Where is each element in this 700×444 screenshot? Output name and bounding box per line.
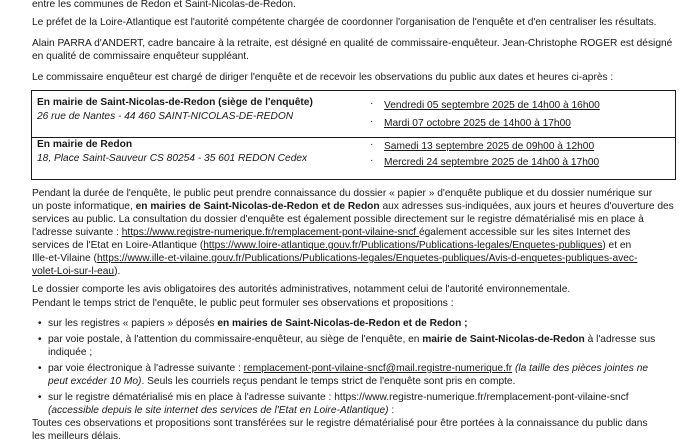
- mairies-bold: en mairies de Saint-Nicolas-de-Redon et de Redon ;: [217, 318, 468, 329]
- obs-bullet-dematerialise: sur le registre dématérialisé mis en place à l'adresse suivante : https://www.registre-numerique.fr/remplacement-pont-vilaine-sncf: [48, 392, 629, 403]
- text-run: (accessible depuis le site internet des services de l'État en Loire-Atlantique): [48, 405, 389, 416]
- ille-et-vilaine-link[interactable]: https://www.ille-et-vilaine.gouv.fr/Publications/Publications-legales/Enquetes-publiques/Avis-d-enquetes-publiques-avec-: [96, 253, 638, 264]
- text-run: ) et en: [602, 240, 632, 251]
- permanence-slot: Samedi 13 septembre 2025 de 09h00 à 12h00: [384, 141, 595, 152]
- transfer-line-2: les meilleurs délais.: [32, 431, 121, 442]
- mairies-bold: en mairies de Saint-Nicolas-de-Redon et de Redon: [135, 201, 380, 212]
- permanence-address: 26 rue de Nantes - 44 460 SAINT-NICOLAS-DE-REDON: [37, 111, 294, 122]
- permanence-address: 18, Place Saint-Sauveur CS 80254 - 35 601 REDON Cedex: [37, 153, 308, 164]
- consult-line-5: [32, 240, 692, 253]
- bullet-dot: •: [38, 392, 42, 403]
- observations-intro: Pendant le temps strict de l'enquête, le public peut formuler ses observations et propositions :: [32, 298, 454, 309]
- registre-link[interactable]: https://www.registre-numerique.fr/remplacement-pont-vilaine-sncf: [121, 227, 419, 238]
- permanence-row-saint-nicolas: [31, 90, 676, 140]
- obs-bullet-registres: [48, 318, 700, 331]
- consult-line-3: services au public. La consultation du dossier d'enquête est également possible directement sur le registre dématérialisé mis en place à: [32, 214, 644, 225]
- prefet-paragraph: Le préfet de la Loire-Atlantique est l'autorité compétente chargée de coordonner l'organisation de l'enquête et d'en centraliser les résultats.: [32, 17, 657, 28]
- text-run: . Seuls les courriels reçus pendant le temps strict de l'enquête sont pris en compte.: [141, 376, 516, 387]
- text-run: l'adresse suivante :: [32, 227, 122, 238]
- bullet-dot: •: [38, 363, 42, 374]
- commissaire-line-1: Alain PARRA d'ANDERT, cadre bancaire à la retraite, est désigné en qualité de commissaire-enquêteur. Jean-Christophe ROGER est désigné: [32, 38, 673, 49]
- permanence-place: En mairie de Redon: [37, 139, 133, 150]
- obs-bullet-postale: [48, 334, 700, 347]
- bullet-dot: ·: [370, 139, 374, 150]
- commissaire-line-2: en qualité de commissaire enquêteur suppléant.: [32, 51, 249, 62]
- text-run: par voie postale, à l'attention du commissaire-enquêteur, au siège de l'enquête, en: [48, 334, 423, 345]
- avis-paragraph: Le dossier comporte les avis obligatoires des autorités administratives, notamment celui de l'autorité environnementale.: [32, 284, 571, 295]
- obs-bullet-electronique-cont: [48, 376, 700, 389]
- bullet-dot: ·: [370, 116, 374, 127]
- consult-line-6: [32, 253, 692, 266]
- consult-line-4: [32, 227, 692, 240]
- text-run: un poste informatique,: [32, 201, 136, 212]
- text-run: par voie électronique à l'adresse suivante :: [48, 363, 244, 374]
- bullet-dot: •: [38, 334, 42, 345]
- bullet-dot: ·: [370, 98, 374, 109]
- text-run: ).: [114, 266, 121, 277]
- text-run: également accessible sur les sites Internet des: [418, 227, 631, 238]
- direction-paragraph: Le commissaire enquêteur est chargé de diriger l'enquête et de recevoir les observations du public aux dates et heures ci-après :: [32, 72, 614, 83]
- bullet-dot: ·: [370, 155, 374, 166]
- mairie-bold: mairie de Saint-Nicolas-de-Redon: [422, 334, 585, 345]
- ille-et-vilaine-link-cont[interactable]: volet-Loi-sur-l-eau: [32, 266, 115, 277]
- text-run: Ille-et-Vilaine (: [32, 253, 97, 264]
- bullet-dot: •: [38, 318, 42, 329]
- text-run: sur les registres « papiers » déposés: [48, 318, 218, 329]
- consult-line-1: Pendant la durée de l'enquête, le public peut prendre connaissance du dossier « papier » d'enquête publique et du dossier numérique sur: [32, 188, 653, 199]
- permanence-slot: Mercredi 24 septembre 2025 de 14h00 à 17h00: [384, 157, 600, 168]
- permanence-place: En mairie de Saint-Nicolas-de-Redon (siège de l'enquête): [37, 97, 313, 108]
- obs-bullet-postale-cont: indiquée ;: [48, 347, 93, 358]
- loire-atlantique-link[interactable]: https://www.loire-atlantique.gouv.fr/Publications/Publications-legales/Enquetes-publiques: [203, 240, 603, 251]
- text-run: (la taille des pièces jointes ne: [512, 363, 649, 374]
- email-link[interactable]: remplacement-pont-vilaine-sncf@mail.registre-numerique.fr: [243, 363, 513, 374]
- permanence-slot: Mardi 07 octobre 2025 de 14h00 à 17h00: [384, 118, 571, 129]
- intro-tail: entre les communes de Redon et Saint-Nicolas-de-Redon.: [32, 0, 296, 10]
- text-run: peut excéder 10 Mo): [48, 376, 142, 387]
- text-run: services de l'État en Loire-Atlantique (: [32, 240, 204, 251]
- obs-bullet-dematerialise-cont: [48, 405, 700, 418]
- consult-line-7: [32, 266, 692, 279]
- text-run: à l'adresse sus: [584, 334, 656, 345]
- text-run: :: [388, 405, 395, 416]
- obs-bullet-electronique: [48, 363, 700, 376]
- permanence-slot: Vendredi 05 septembre 2025 de 14h00 à 16h00: [384, 100, 600, 111]
- permanence-row-redon: [31, 137, 676, 180]
- transfer-line-1: Toutes ces observations et propositions sont transférées sur le registre dématérialisé pour être portées à la connaissance du public dans: [32, 418, 648, 429]
- text-run: aux adresses sus-indiquées, aux jours et heures d'ouverture des: [379, 201, 674, 212]
- consult-line-2: [32, 201, 692, 214]
